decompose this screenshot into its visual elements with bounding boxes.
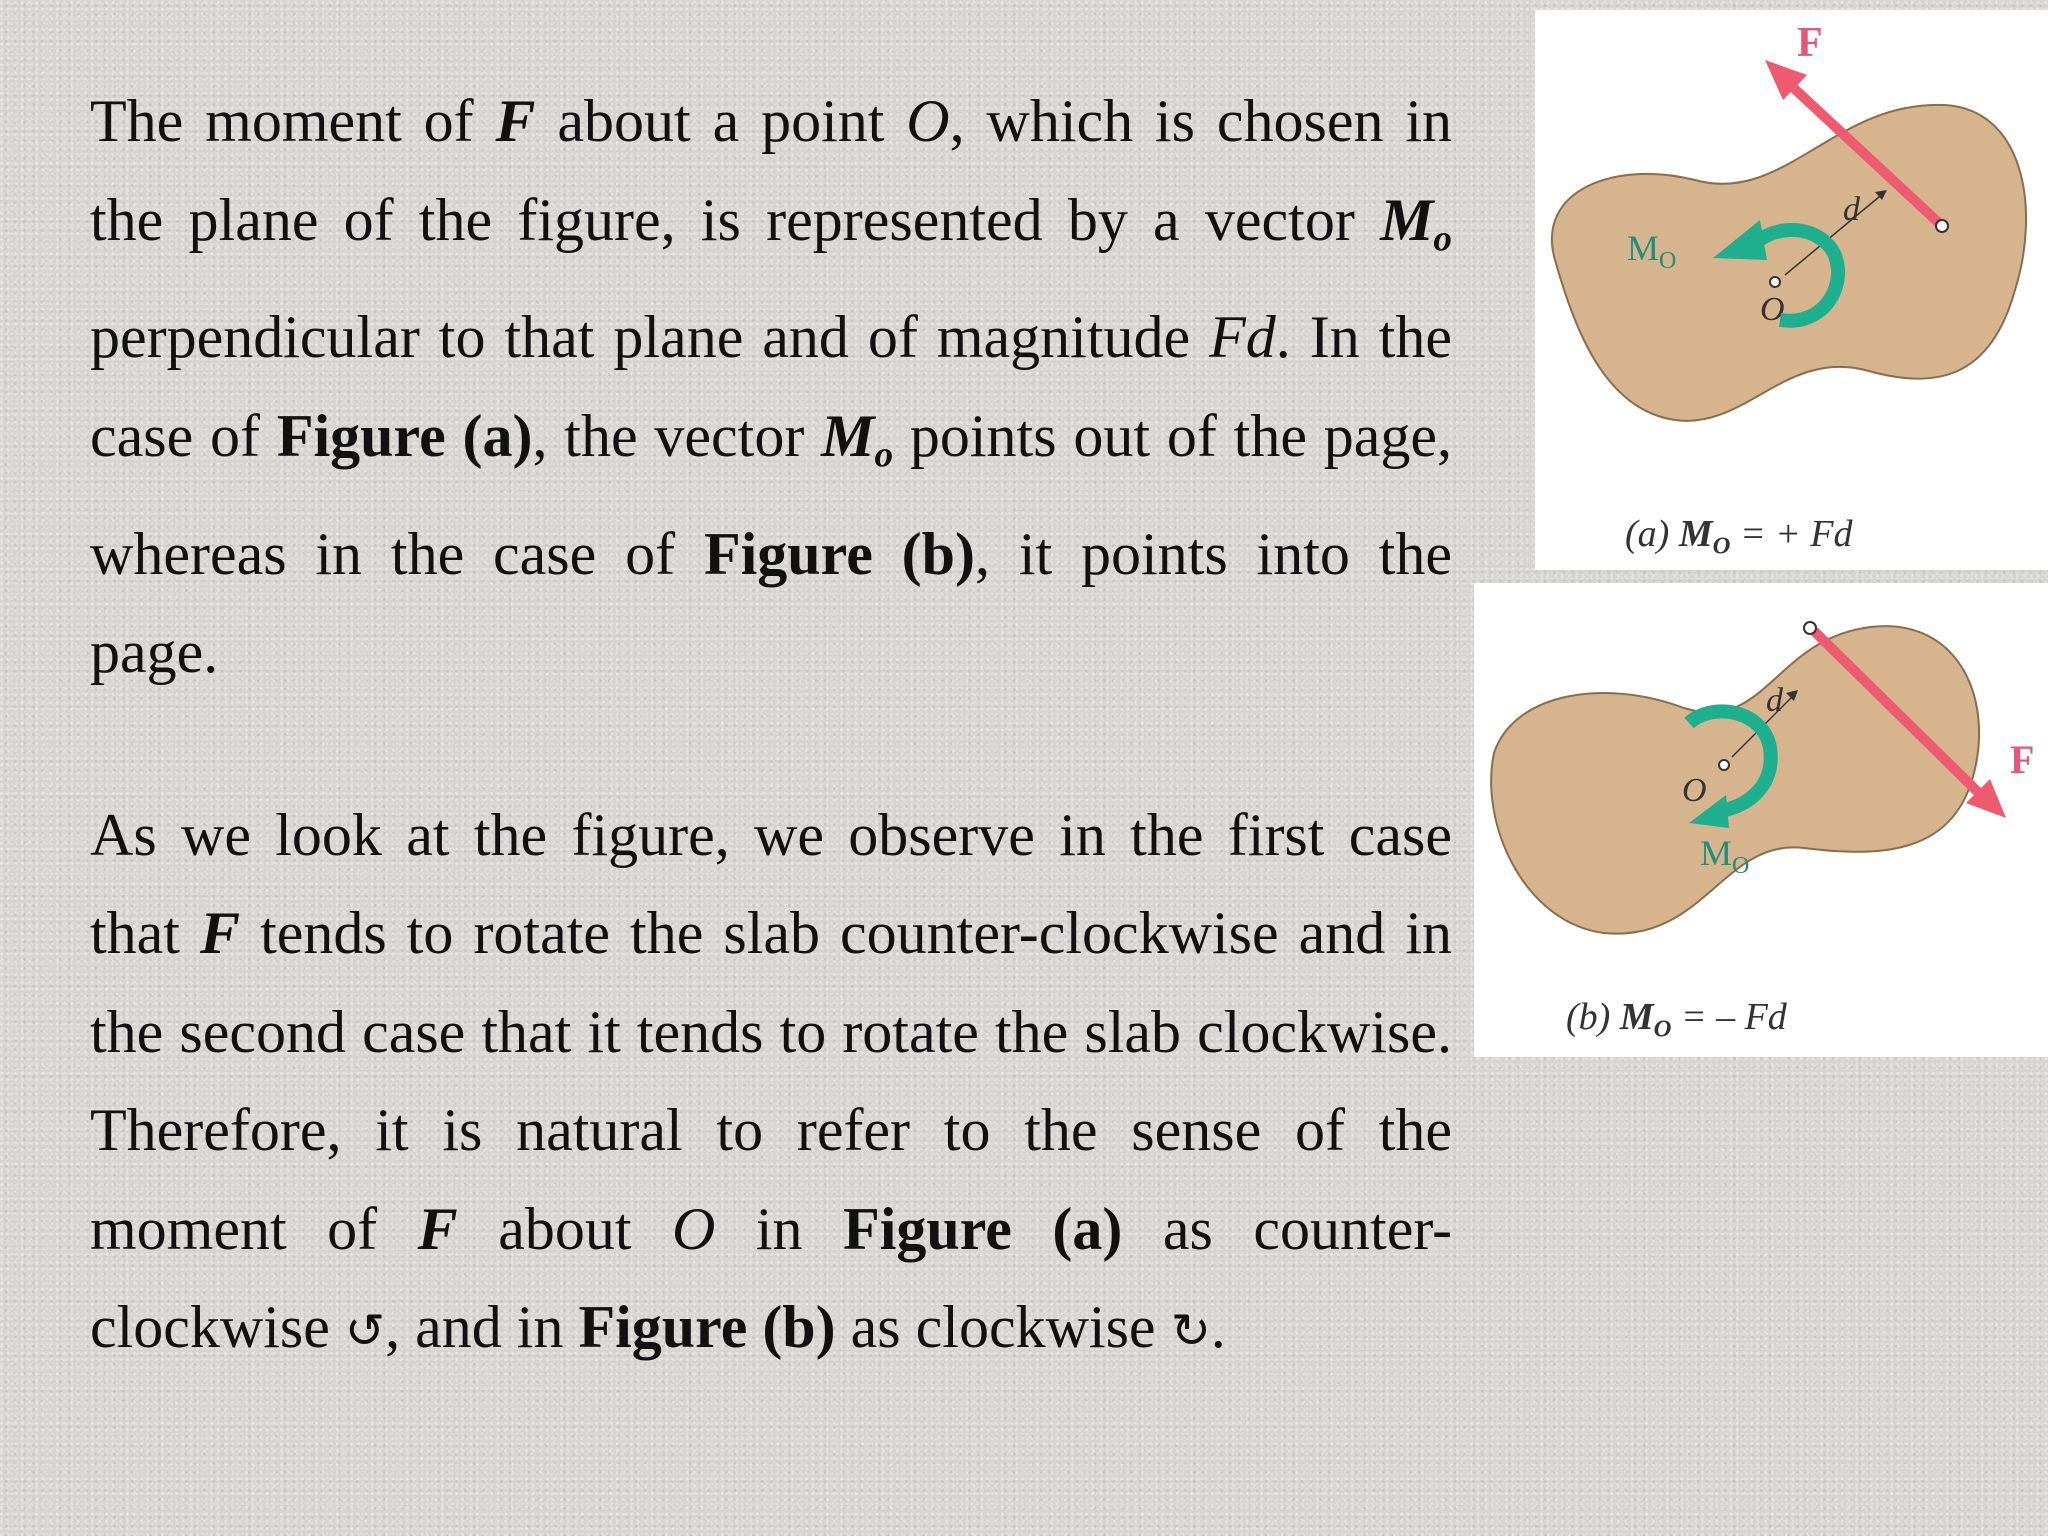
point-O: [1770, 277, 1780, 287]
slab-shape: [1552, 105, 2026, 421]
figure-b-reference: Figure (b): [578, 1294, 836, 1361]
symbol-Mo: $M_o$: [1380, 186, 1453, 259]
figure-b-caption: (b) MO = – Fd: [1566, 996, 1787, 1043]
figure-b-diagram: [1474, 583, 2048, 1057]
text-span: The moment of: [90, 88, 474, 154]
slab-shape: [1491, 626, 1979, 933]
text-span: , which is chosen in the plane of the figure, is represented by a vector: [90, 88, 1453, 253]
symbol-F: F: [200, 900, 241, 967]
paragraph-moment-definition: [90, 72, 1452, 702]
point-O: [1719, 760, 1729, 770]
point-O-label: O: [1682, 772, 1707, 809]
moment-label: $M_O$: [1700, 833, 1750, 879]
text-span: points out of the page, whereas in the case of: [90, 402, 1453, 587]
moment-label: $M_O$: [1627, 228, 1677, 274]
figure-a-reference: Figure (a): [276, 402, 533, 469]
symbol-F: F: [417, 1195, 458, 1262]
symbol-O: O: [906, 88, 950, 154]
text-span: tends to rotate the slab counter-clockwise and in the second case that it tends to rotate the slab clockwise. Therefore, it is natural to refer to the sense of the moment of: [90, 900, 1453, 1262]
counterclockwise-icon: ↺: [344, 1303, 386, 1360]
distance-label: d: [1766, 682, 1783, 719]
figure-b-reference: Figure (b): [703, 520, 975, 587]
distance-label: d: [1843, 191, 1860, 228]
figure-a-diagram: [1535, 10, 2048, 570]
symbol-Mo: $M_o$: [821, 402, 894, 476]
figure-a-reference: Figure (a): [843, 1195, 1123, 1262]
force-point: [1936, 220, 1948, 232]
text-span: . In the case of: [90, 304, 1453, 469]
text-span: , it points into the page.: [90, 520, 1453, 686]
text-span: as clockwise: [850, 1294, 1156, 1361]
clockwise-icon: ↻: [1170, 1303, 1211, 1360]
text-span: perpendicular to that plane and of magnitude: [90, 304, 1191, 371]
force-label: F: [2010, 737, 2035, 782]
text-span: in: [755, 1195, 803, 1262]
text-span: , the vector: [532, 402, 805, 469]
figure-a: [1535, 10, 2048, 570]
text-span: , and in: [385, 1294, 564, 1361]
force-label: F: [1797, 20, 1823, 66]
text-span: about a point: [557, 88, 885, 154]
point-O-label: O: [1760, 291, 1785, 328]
text-span: .: [1210, 1294, 1226, 1361]
symbol-Fd: Fd: [1209, 304, 1276, 371]
figure-a-caption: (a) MO = + Fd: [1625, 513, 1853, 560]
body-text: [90, 72, 1452, 1381]
paragraph-rotation-sense: [90, 786, 1452, 1381]
text-span: about: [498, 1195, 632, 1262]
symbol-F: F: [495, 88, 536, 154]
figure-b: [1474, 583, 2048, 1057]
force-point: [1804, 622, 1816, 634]
symbol-O: O: [672, 1195, 716, 1262]
text-span: As we look at the figure, we observe in the first case that: [90, 801, 1452, 967]
text-span: as counter-clockwise: [90, 1195, 1453, 1361]
